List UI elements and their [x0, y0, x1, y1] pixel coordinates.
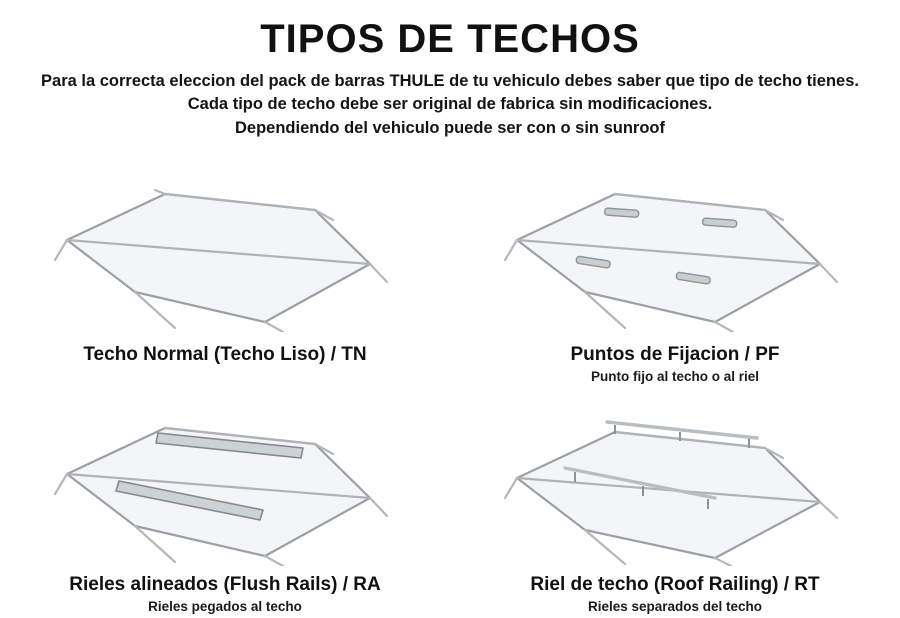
car-roof-plain-icon — [15, 172, 435, 332]
car-roof-fixpoints-icon — [465, 172, 885, 332]
roof-type-sublabel-pf: Punto fijo al techo o al riel — [590, 369, 760, 384]
roof-type-label-tn: Techo Normal (Techo Liso) / TN — [83, 344, 367, 365]
roof-type-label-ra: Rieles alineados (Flush Rails) / RA — [69, 574, 381, 595]
subtitle-line-2: Cada tipo de techo debe ser original de fabrica sin modificaciones. — [187, 95, 713, 114]
roof-type-card-rt — [450, 384, 900, 614]
roof-types-grid — [0, 166, 900, 614]
roof-type-card-tn — [0, 166, 450, 384]
roof-type-card-pf — [450, 166, 900, 384]
roof-type-label-pf: Puntos de Fijacion / PF — [570, 344, 780, 365]
roof-type-sublabel-ra: Rieles pegados al techo — [148, 599, 302, 614]
page-title: TIPOS DE TECHOS — [260, 17, 640, 61]
subtitle-line-1: Para la correcta eleccion del pack de barras THULE de tu vehiculo debes saber que tipo de techo tienes. — [41, 72, 859, 90]
subtitle-line-3: Dependiendo del vehiculo puede ser con o sin sunroof — [235, 118, 665, 137]
roof-types-infographic — [0, 18, 900, 618]
page-subtitle — [24, 70, 876, 140]
roof-type-label-rt: Riel de techo (Roof Railing) / RT — [530, 574, 820, 595]
car-roof-raised-railing-icon — [465, 406, 885, 566]
roof-type-sublabel-rt: Rieles separados del techo — [587, 599, 763, 614]
car-roof-flush-rails-icon — [15, 406, 435, 566]
roof-type-card-ra — [0, 384, 450, 614]
